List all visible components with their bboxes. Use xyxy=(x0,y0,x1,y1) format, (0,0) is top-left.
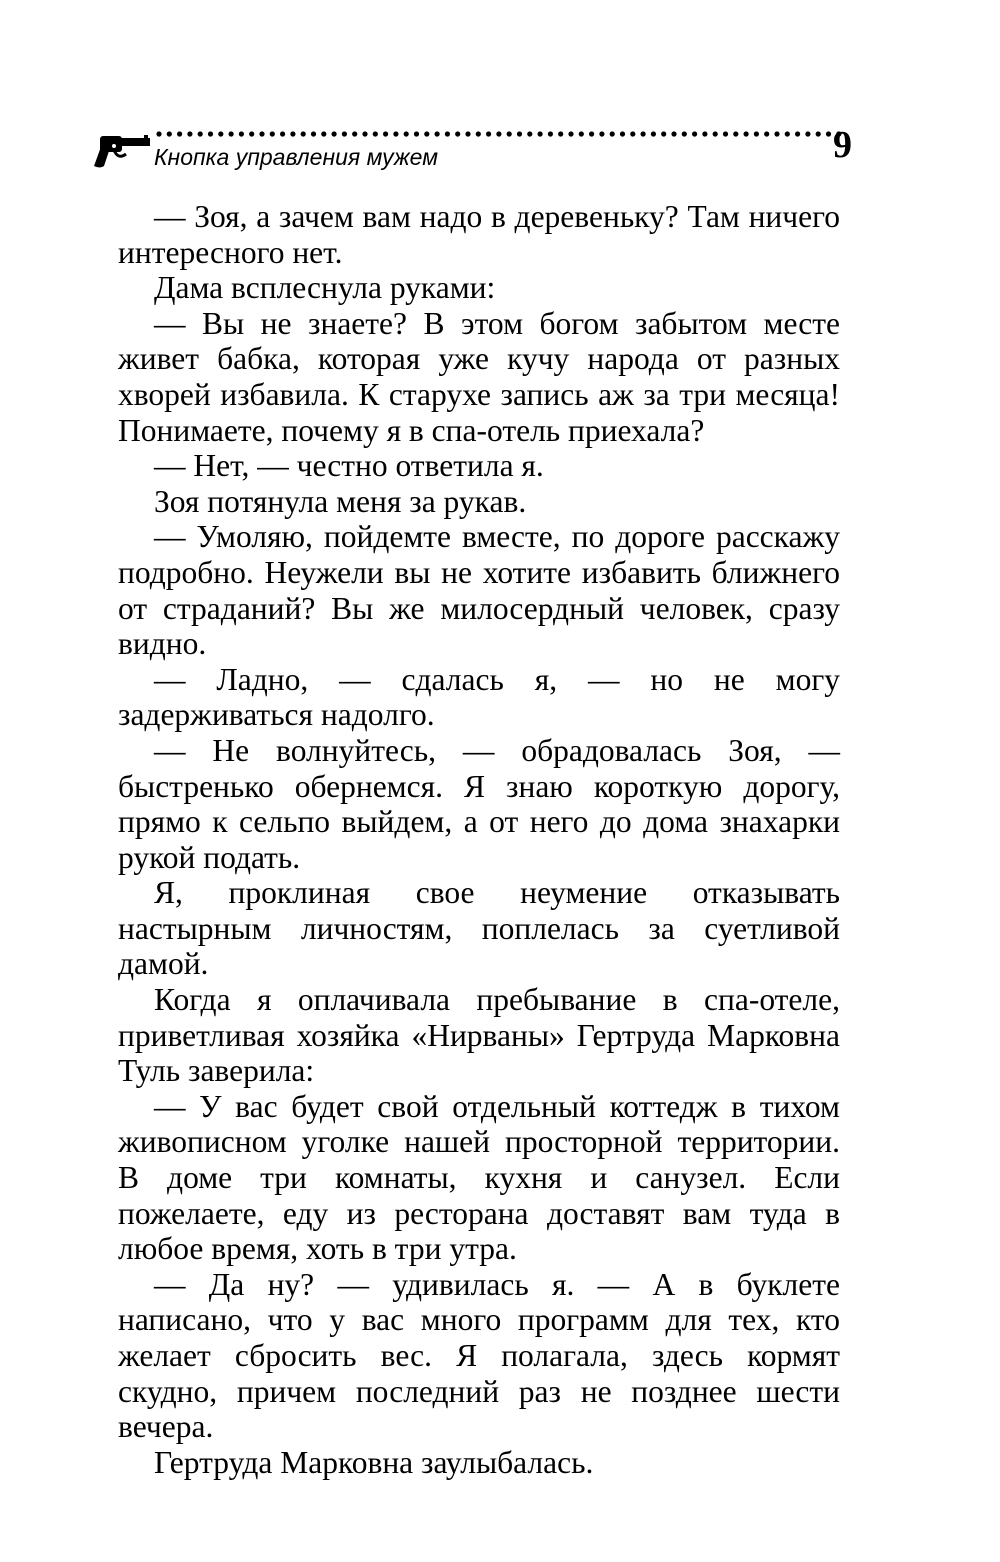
rule-dot xyxy=(229,131,234,136)
rule-dot xyxy=(362,131,367,136)
rule-dot xyxy=(507,131,512,136)
header-dotted-rule xyxy=(156,130,848,138)
rule-dot xyxy=(671,131,676,136)
rule-dot xyxy=(496,131,501,136)
rule-dot xyxy=(311,131,316,136)
rule-dot xyxy=(579,131,584,136)
paragraph: Когда я оплачивала пребывание в спа-отеле, приветливая хозяйка «Нирваны» Гертруда Марковна Туль заверила: xyxy=(118,982,840,1089)
rule-dot xyxy=(599,131,604,136)
paragraph: Дама всплеснула руками: xyxy=(154,270,496,306)
paragraph: — Да ну? — удивилась я. — А в буклете написано, что у вас много программ для тех, кто желает сбросить вес. Я полагала, здесь кормят скудно, причем последний раз не позднее шести вечера. xyxy=(118,1266,840,1445)
rule-dot xyxy=(177,131,182,136)
rule-dot xyxy=(435,131,440,136)
rule-dot xyxy=(270,131,275,136)
page-number: 9 xyxy=(833,124,852,166)
rule-dot xyxy=(589,131,594,136)
rule-dot xyxy=(641,131,646,136)
rule-dot xyxy=(548,131,553,136)
rule-dot xyxy=(373,131,378,136)
rule-dot xyxy=(332,131,337,136)
rule-dot xyxy=(754,131,759,136)
running-title: Кнопка управления мужем xyxy=(154,144,438,170)
paragraph: — Нет, — честно ответила я. xyxy=(154,448,544,484)
paragraph: — Не волнуйтесь, — обрадовалась Зоя, — быстренько обернемся. Я знаю короткую дорогу, прямо к сельпо выйдем, а от него до дома знахарки рукой подать. xyxy=(118,732,840,875)
rule-dot xyxy=(208,131,213,136)
rule-dot xyxy=(795,131,800,136)
rule-dot xyxy=(156,131,161,136)
rule-dot xyxy=(527,131,532,136)
rule-dot xyxy=(661,131,666,136)
rule-dot xyxy=(826,131,831,136)
rule-dot xyxy=(249,131,254,136)
body-text xyxy=(118,199,840,1480)
rule-dot xyxy=(610,131,615,136)
rule-dot xyxy=(342,131,347,136)
paragraph: — Вы не знаете? В этом богом забытом месте живет бабка, которая уже кучу народа от разных хворей избавила. К старухе запись аж за три месяца! Понимаете, почему я в спа-отель приехала? xyxy=(118,305,840,448)
rule-dot xyxy=(568,131,573,136)
paragraph: — Зоя, а зачем вам надо в деревеньку? Там ничего интересного нет. xyxy=(118,199,840,270)
rule-dot xyxy=(651,131,656,136)
paragraph: Гертруда Марковна заулыбалась. xyxy=(154,1444,594,1480)
rule-dot xyxy=(301,131,306,136)
rule-dot xyxy=(198,131,203,136)
paragraph: Я, проклиная свое неумение отказывать настырным личностям, поплелась за суетливой дамой. xyxy=(118,875,840,982)
rule-dot xyxy=(445,131,450,136)
rule-dot xyxy=(713,131,718,136)
rule-dot xyxy=(558,131,563,136)
rule-dot xyxy=(393,131,398,136)
rule-dot xyxy=(517,131,522,136)
rule-dot xyxy=(538,131,543,136)
rule-dot xyxy=(744,131,749,136)
rule-dot xyxy=(352,131,357,136)
rule-dot xyxy=(486,131,491,136)
rule-dot xyxy=(764,131,769,136)
rule-dot xyxy=(321,131,326,136)
rule-dot xyxy=(187,131,192,136)
rule-dot xyxy=(805,131,810,136)
rule-dot xyxy=(476,131,481,136)
paragraph: — Ладно, — сдалась я, — но не могу задерживаться надолго. xyxy=(118,661,840,733)
rule-dot xyxy=(424,131,429,136)
rule-dot xyxy=(620,131,625,136)
rule-dot xyxy=(816,131,821,136)
rule-dot xyxy=(290,131,295,136)
rule-dot xyxy=(630,131,635,136)
rule-dot xyxy=(682,131,687,136)
rule-dot xyxy=(239,131,244,136)
running-header xyxy=(92,122,852,182)
rule-dot xyxy=(455,131,460,136)
paragraph: — Умоляю, пойдемте вместе, по дороге расскажу подробно. Неужели вы не хотите избавить ближнего от страданий? Вы же милосердный человек, сразу видно. xyxy=(118,519,840,662)
rule-dot xyxy=(383,131,388,136)
rule-dot xyxy=(774,131,779,136)
paragraph: — У вас будет свой отдельный коттедж в тихом живописном уголке нашей просторной территории. В доме три комнаты, кухня и санузел. Если пожелаете, еду из ресторана доставят вам туда в любое время, хоть в три утра. xyxy=(118,1088,840,1267)
rule-dot xyxy=(218,131,223,136)
rule-dot xyxy=(692,131,697,136)
rule-dot xyxy=(785,131,790,136)
rule-dot xyxy=(465,131,470,136)
rule-dot xyxy=(280,131,285,136)
rule-dot xyxy=(723,131,728,136)
rule-dot xyxy=(404,131,409,136)
revolver-icon xyxy=(92,130,154,170)
rule-dot xyxy=(259,131,264,136)
rule-dot xyxy=(702,131,707,136)
rule-dot xyxy=(167,131,172,136)
rule-dot xyxy=(733,131,738,136)
paragraph: Зоя потянула меня за рукав. xyxy=(154,483,527,519)
rule-dot xyxy=(414,131,419,136)
